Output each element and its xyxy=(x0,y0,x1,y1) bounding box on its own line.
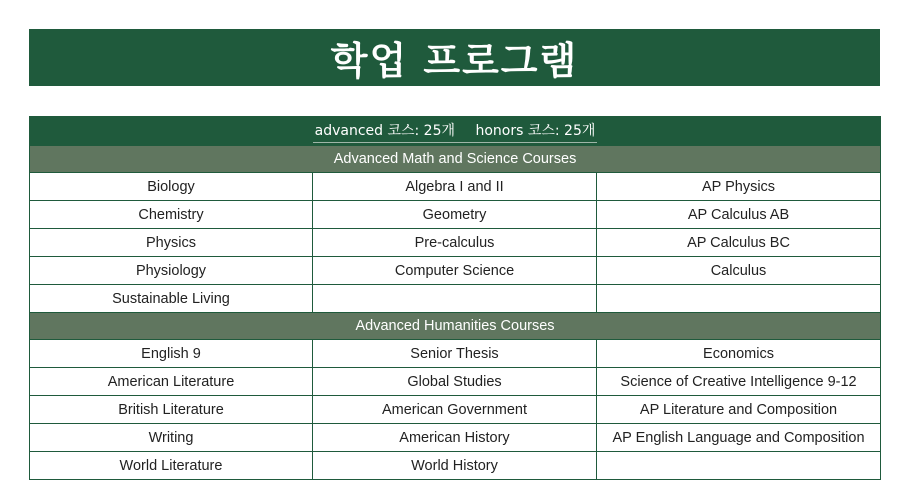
section-header-humanities xyxy=(30,313,881,340)
course-cell xyxy=(597,452,881,480)
course-cell: Algebra I and II xyxy=(313,173,597,201)
course-cell: Computer Science xyxy=(313,257,597,285)
course-cell: AP English Language and Composition xyxy=(597,424,881,452)
course-cell: Calculus xyxy=(597,257,881,285)
course-cell: Economics xyxy=(597,340,881,368)
course-cell: Writing xyxy=(30,424,313,452)
table-row xyxy=(30,285,881,313)
course-cell: Global Studies xyxy=(313,368,597,396)
section-title: Advanced Humanities Courses xyxy=(30,313,881,340)
table-row xyxy=(30,452,881,480)
course-count-row xyxy=(30,117,881,146)
table-row xyxy=(30,340,881,368)
course-cell: Geometry xyxy=(313,201,597,229)
honors-count: honors 코스: 25개 xyxy=(475,122,596,139)
course-cell xyxy=(313,285,597,313)
table-row xyxy=(30,229,881,257)
course-cell: American History xyxy=(313,424,597,452)
section-title: Advanced Math and Science Courses xyxy=(30,146,881,173)
course-cell: AP Calculus AB xyxy=(597,201,881,229)
course-cell: AP Calculus BC xyxy=(597,229,881,257)
table-row xyxy=(30,201,881,229)
course-cell: Biology xyxy=(30,173,313,201)
course-cell: AP Literature and Composition xyxy=(597,396,881,424)
course-cell: Chemistry xyxy=(30,201,313,229)
course-cell: English 9 xyxy=(30,340,313,368)
course-cell: British Literature xyxy=(30,396,313,424)
course-cell: American Government xyxy=(313,396,597,424)
course-cell: American Literature xyxy=(30,368,313,396)
course-cell: Physics xyxy=(30,229,313,257)
course-cell: World Literature xyxy=(30,452,313,480)
course-cell xyxy=(597,285,881,313)
page-title: 학업 프로그램 xyxy=(330,39,579,83)
course-count-cell xyxy=(30,117,881,146)
course-cell: Physiology xyxy=(30,257,313,285)
course-cell: Sustainable Living xyxy=(30,285,313,313)
course-cell: World History xyxy=(313,452,597,480)
advanced-count: advanced 코스: 25개 xyxy=(314,122,456,139)
course-cell: Senior Thesis xyxy=(313,340,597,368)
page-header xyxy=(29,29,880,86)
table-row xyxy=(30,257,881,285)
table-row xyxy=(30,424,881,452)
course-cell: Pre-calculus xyxy=(313,229,597,257)
courses-table xyxy=(29,116,881,480)
table-row xyxy=(30,368,881,396)
course-cell: Science of Creative Intelligence 9-12 xyxy=(597,368,881,396)
table-row xyxy=(30,173,881,201)
table-row xyxy=(30,396,881,424)
course-cell: AP Physics xyxy=(597,173,881,201)
course-count-summary xyxy=(313,120,598,143)
section-header-math-science xyxy=(30,146,881,173)
